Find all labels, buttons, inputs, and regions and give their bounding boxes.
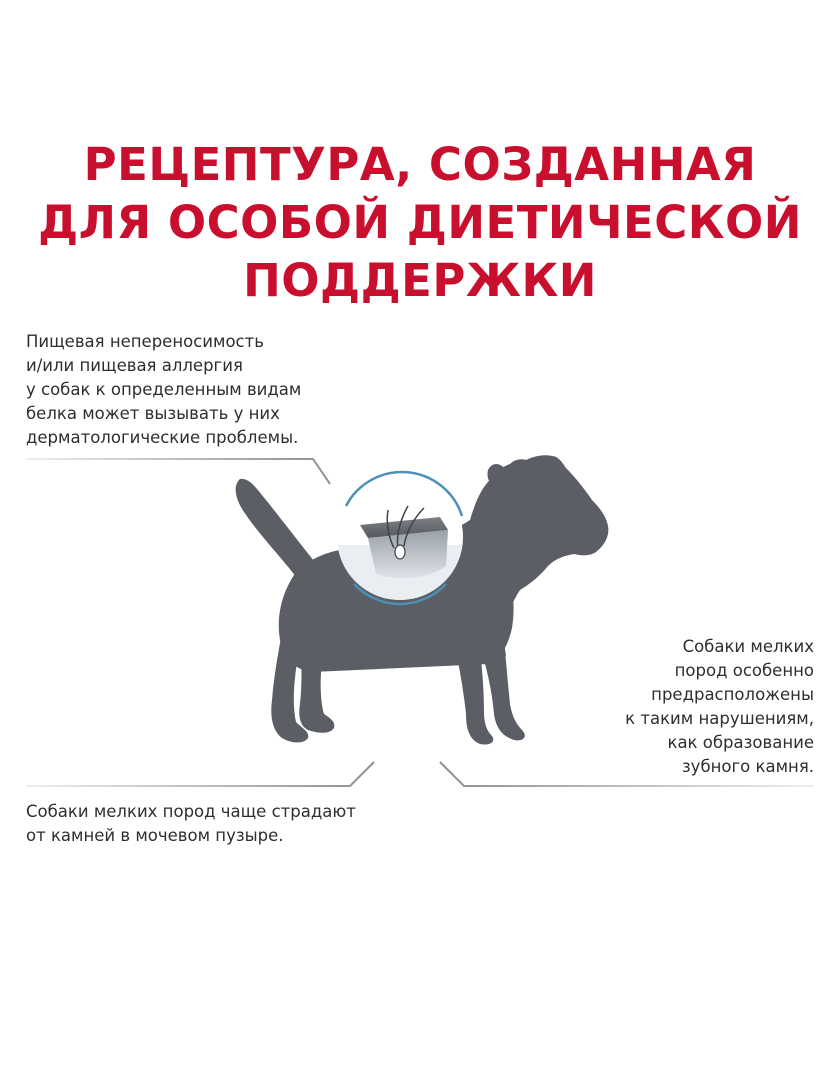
- title-line-1: РЕЦЕПТУРА, СОЗДАННАЯ: [83, 138, 757, 191]
- urinary-note-line: Собаки мелких пород чаще страдают: [26, 802, 356, 821]
- skin-note-line: дерматологические проблемы.: [26, 428, 299, 447]
- dental-note-line: предрасположены: [651, 685, 814, 704]
- title-line-3: ПОДДЕРЖКИ: [243, 254, 597, 307]
- skin-note-line: у собак к определенным видам: [26, 380, 302, 399]
- title-line-2: ДЛЯ ОСОБОЙ ДИЕТИЧЕСКОЙ: [38, 196, 802, 249]
- urinary-note-line: от камней в мочевом пузыре.: [26, 826, 284, 845]
- skin-note-line: и/или пищевая аллергия: [26, 356, 243, 375]
- skin-note-line: белка может вызывать у них: [26, 404, 280, 423]
- dental-note-line: как образование: [667, 733, 814, 752]
- dental-note-line: Собаки мелких: [682, 637, 814, 656]
- dental-note-line: зубного камня.: [681, 757, 814, 776]
- dental-note-line: к таким нарушениям,: [625, 709, 814, 728]
- dental-callout-line: [440, 762, 814, 786]
- skin-note-line: Пищевая непереносимость: [26, 332, 264, 351]
- dental-note-line: пород особенно: [674, 661, 814, 680]
- skin-callout-line: [26, 459, 330, 484]
- urinary-callout-line: [26, 762, 374, 786]
